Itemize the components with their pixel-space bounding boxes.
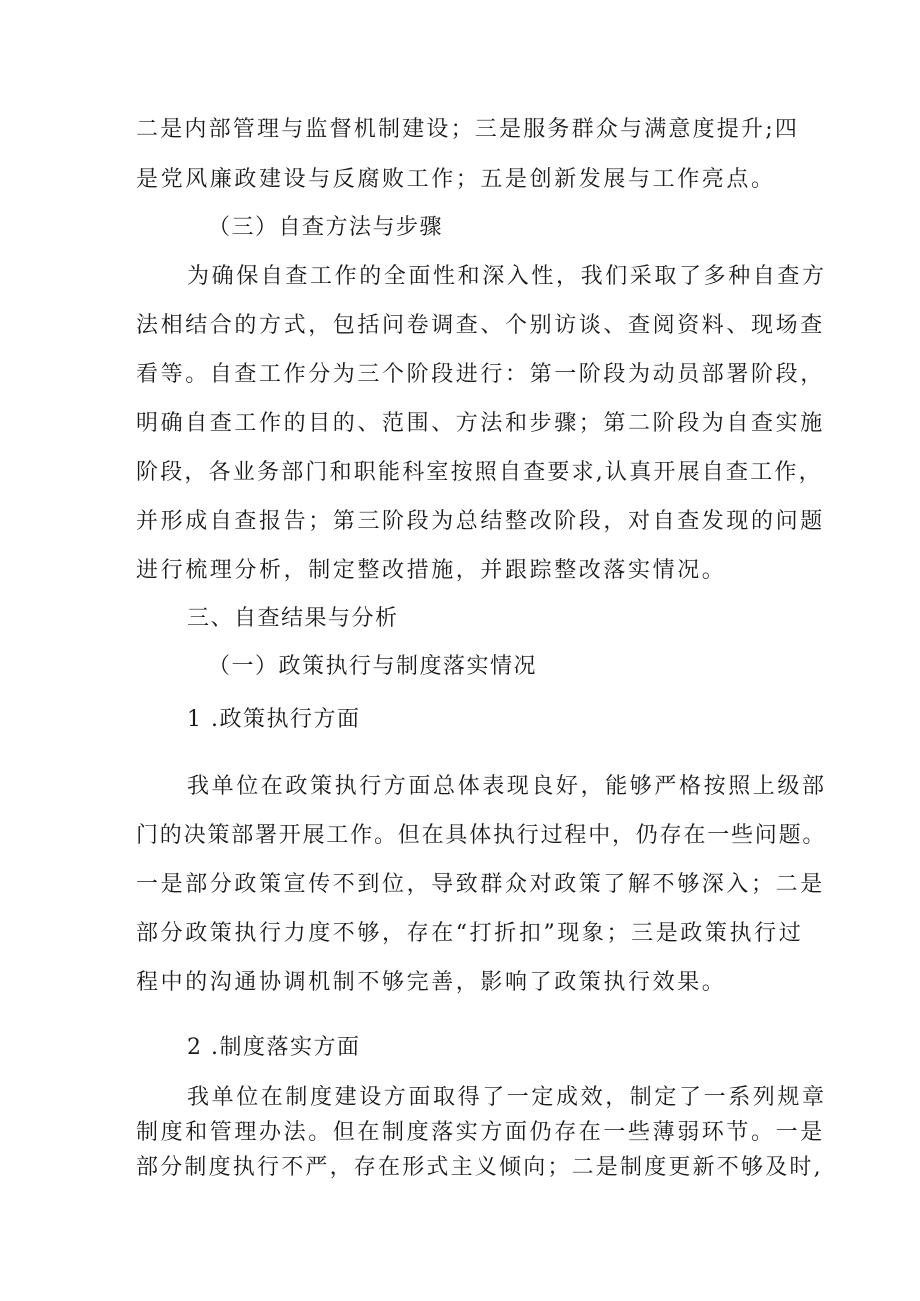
paragraph-line: 部分政策执行力度不够，存在“打折扣”现象；三是政策执行过 [136, 921, 804, 946]
paragraph-line: 我单位在制度建设方面取得了一定成效，制定了一系列规章 [187, 1085, 827, 1110]
paragraph-line: 程中的沟通协调机制不够完善，影响了政策执行效果。 [136, 970, 727, 995]
subsection-heading-1: 1 .政策执行方面 [187, 707, 361, 732]
section-heading-1: （一）政策执行与制度落实情况 [208, 654, 538, 679]
section-heading-3: （三）自查方法与步骤 [208, 215, 444, 240]
paragraph-line: 看等。自查工作分为三个阶段进行：第一阶段为动员部署阶段， [136, 362, 825, 387]
paragraph-line: 我单位在政策执行方面总体表现良好，能够严格按照上级部 [187, 774, 827, 799]
paragraph-line: 阶段，各业务部门和职能科室按照自查要求,认真开展自查工作， [136, 460, 823, 485]
subsection-heading-2: 2 .制度落实方面 [187, 1035, 361, 1060]
paragraph-line: 法相结合的方式，包括问卷调查、个别访谈、查阅资料、现场查 [136, 313, 825, 338]
paragraph-line: 部分制度执行不严，存在形式主义倾向；二是制度更新不够及时, [136, 1155, 823, 1180]
paragraph-line: 一是部分政策宣传不到位，导致群众对政策了解不够深入；二是 [136, 872, 825, 897]
paragraph-line: 门的决策部署开展工作。但在具体执行过程中，仍存在一些问题。 [136, 823, 827, 848]
paragraph-line: 并形成自查报告；第三阶段为总结整改阶段，对自查发现的问题 [136, 509, 825, 534]
paragraph-line: 制度和管理办法。但在制度落实方面仍存在一些薄弱环节。一是 [136, 1120, 825, 1145]
paragraph-line: 明确自查工作的目的、范围、方法和步骤；第二阶段为自查实施 [136, 411, 825, 436]
paragraph-line: 二是内部管理与监督机制建设；三是服务群众与满意度提升;四 [136, 117, 800, 142]
paragraph-line: 为确保自查工作的全面性和深入性，我们采取了多种自查方 [187, 264, 827, 289]
paragraph-line: 是党风廉政建设与反腐败工作；五是创新发展与工作亮点。 [136, 167, 776, 192]
paragraph-line: 进行梳理分析，制定整改措施，并跟踪整改落实情况。 [136, 558, 727, 583]
section-heading-main: 三、自查结果与分析 [187, 606, 399, 631]
